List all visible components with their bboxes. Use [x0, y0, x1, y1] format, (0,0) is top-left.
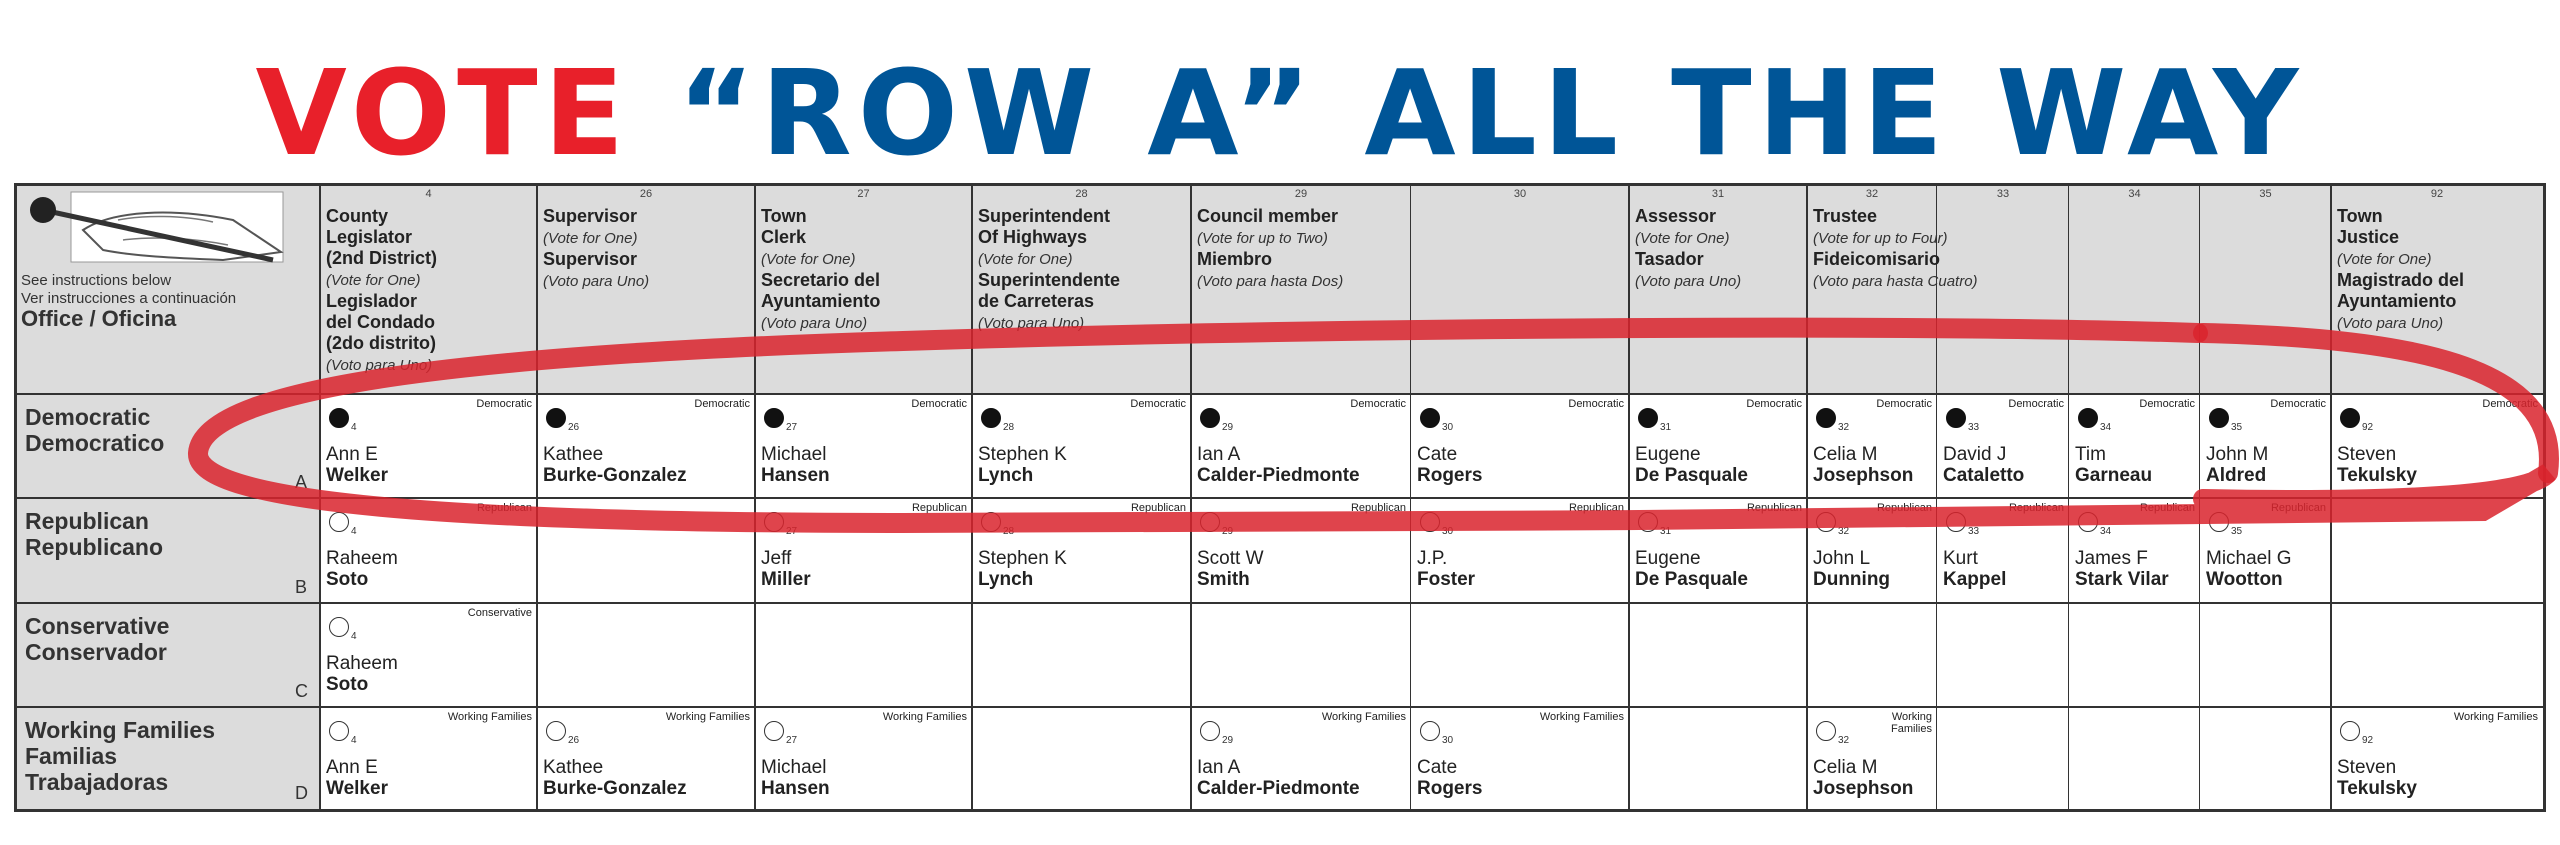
office-title-en: Legislator — [326, 227, 413, 247]
office-title-en: Justice — [2337, 227, 2400, 247]
office-title-en: Of Highways — [978, 227, 1088, 247]
candidate-name — [1197, 548, 1264, 590]
vote-oval[interactable] — [1638, 512, 1658, 532]
oval-number: 33 — [1968, 526, 1980, 537]
oval-number: 4 — [351, 422, 357, 433]
candidate-first: John L — [1813, 548, 1871, 569]
candidate-name — [326, 653, 398, 695]
candidate-name — [1813, 757, 1913, 799]
party-tag: Republican — [1746, 502, 1802, 514]
vote-oval[interactable] — [2340, 721, 2360, 741]
candidate-name — [978, 548, 1067, 590]
candidate-first: Michael — [761, 444, 827, 465]
column-divider — [754, 186, 756, 809]
party-tag: Democratic — [2008, 398, 2064, 410]
vote-oval[interactable] — [329, 512, 349, 532]
candidate-last: Kappel — [1943, 569, 2007, 590]
candidate-first: James F — [2075, 548, 2148, 569]
candidate-name — [1813, 444, 1913, 486]
party-tag: Democratic — [2482, 398, 2538, 410]
office-header — [326, 206, 437, 376]
candidate-first: J.P. — [1417, 548, 1448, 569]
party-es: Conservador — [25, 639, 167, 665]
column-number: 34 — [2128, 188, 2141, 200]
vote-oval[interactable] — [546, 408, 566, 428]
party-tag: Democratic — [476, 398, 532, 410]
vote-oval[interactable] — [1420, 721, 1440, 741]
vote-oval[interactable] — [981, 408, 1001, 428]
party-tag: Democratic — [2270, 398, 2326, 410]
oval-number: 29 — [1222, 422, 1234, 433]
vote-oval[interactable] — [1420, 512, 1440, 532]
candidate-first: Cate — [1417, 444, 1458, 465]
candidate-name — [1197, 757, 1360, 799]
candidate-first: Stephen K — [978, 444, 1067, 465]
party-tag: Working Families — [1539, 711, 1624, 723]
office-title-es: Tasador — [1635, 249, 1704, 269]
party-es: Republicano — [25, 534, 164, 560]
candidate-last: Tekulsky — [2337, 778, 2417, 799]
office-title-es: Ayuntamiento — [2337, 291, 2457, 311]
vote-oval[interactable] — [1420, 408, 1440, 428]
candidate-last: Soto — [326, 569, 369, 590]
column-divider — [1806, 186, 1808, 809]
office-title-es: Secretario del — [761, 270, 881, 290]
party-tag: Republican — [1568, 502, 1624, 514]
voto-para: (Voto para Uno) — [2337, 315, 2444, 332]
vote-oval[interactable] — [1200, 512, 1220, 532]
candidate-last: Soto — [326, 674, 369, 695]
column-divider — [536, 186, 538, 809]
oval-number: 33 — [1968, 422, 1980, 433]
party-en: Democratic — [25, 404, 151, 430]
office-title-en: County — [326, 206, 388, 226]
column-divider — [1410, 186, 1411, 809]
row-letter: A — [295, 472, 308, 492]
party-tag: Republican — [1130, 502, 1186, 514]
vote-oval[interactable] — [1638, 408, 1658, 428]
candidate-last: Smith — [1197, 569, 1250, 590]
oval-number: 4 — [351, 526, 357, 537]
vote-oval[interactable] — [1200, 408, 1220, 428]
vote-oval[interactable] — [1816, 408, 1836, 428]
candidate-name — [1943, 444, 2024, 486]
office-title-es: Superintendente — [978, 270, 1121, 290]
voto-para: (Voto para hasta Dos) — [1197, 273, 1344, 290]
office-header — [543, 206, 649, 292]
voto-para: (Voto para Uno) — [326, 357, 433, 374]
oval-number: 32 — [1838, 735, 1850, 746]
oval-number: 29 — [1222, 526, 1234, 537]
candidate-first: David J — [1943, 444, 2007, 465]
candidate-last: Burke-Gonzalez — [543, 778, 687, 799]
column-number: 28 — [1075, 188, 1088, 200]
ballot-grid — [14, 183, 2546, 812]
column-divider — [2330, 186, 2332, 809]
candidate-first: John M — [2206, 444, 2269, 465]
vote-for: (Vote for up to Two) — [1197, 230, 1328, 247]
oval-number: 26 — [568, 422, 580, 433]
candidate-last: Welker — [326, 465, 388, 486]
party-label — [25, 404, 295, 456]
vote-oval[interactable] — [1946, 512, 1966, 532]
column-number: 92 — [2430, 188, 2444, 200]
instructions-es: Ver instrucciones a continuación — [21, 290, 237, 307]
oval-number: 26 — [568, 735, 580, 746]
column-number: 26 — [639, 188, 653, 200]
office-title-en: Council member — [1197, 206, 1339, 226]
candidate-name — [1635, 548, 1748, 590]
vote-for: (Vote for One) — [543, 230, 638, 247]
oval-number: 30 — [1442, 735, 1454, 746]
vote-oval[interactable] — [2209, 512, 2229, 532]
party-tag: Working Families — [882, 711, 967, 723]
row-letter: D — [295, 783, 308, 803]
party-tag: Democratic — [694, 398, 750, 410]
candidate-first: Cate — [1417, 757, 1458, 778]
oval-number: 35 — [2231, 526, 2243, 537]
party-tag: Republican — [2139, 502, 2195, 514]
voto-para: (Voto para hasta Cuatro) — [1813, 273, 1978, 290]
candidate-last: Miller — [761, 569, 811, 590]
candidate-name — [543, 444, 687, 486]
candidate-last: Rogers — [1417, 465, 1483, 486]
row-letter: C — [295, 681, 308, 701]
candidate-first: Eugene — [1635, 444, 1701, 465]
vote-oval[interactable] — [329, 408, 349, 428]
party-label — [25, 717, 295, 795]
candidate-first: Kurt — [1943, 548, 1978, 569]
candidate-first: Stephen K — [978, 548, 1067, 569]
party-tag: Republican — [911, 502, 967, 514]
party-tag: Democratic — [2139, 398, 2195, 410]
candidate-last: Cataletto — [1943, 465, 2025, 486]
candidate-first: Ian A — [1197, 757, 1241, 778]
candidate-last: Tekulsky — [2337, 465, 2417, 486]
office-title-en: Town — [761, 206, 807, 226]
party-tag: Working Families — [447, 711, 532, 723]
headline-vote: VOTE — [255, 44, 631, 182]
oval-number: 4 — [351, 631, 357, 642]
candidate-first: Celia M — [1813, 757, 1878, 778]
office-title-es: Magistrado del — [2337, 270, 2465, 290]
candidate-last: Aldred — [2206, 465, 2267, 486]
vote-oval[interactable] — [546, 721, 566, 741]
vote-oval[interactable] — [1816, 721, 1836, 741]
oval-number: 4 — [351, 735, 357, 746]
voto-para: (Voto para Uno) — [543, 273, 650, 290]
office-title-en: Superintendent — [978, 206, 1111, 226]
oval-number: 28 — [1003, 526, 1015, 537]
row-letter: B — [295, 577, 308, 597]
party-en: Working Families — [25, 717, 216, 743]
candidate-last: Stark Vilar — [2075, 569, 2169, 590]
candidate-name — [1813, 548, 1890, 590]
column-divider — [1190, 186, 1192, 809]
vote-oval[interactable] — [764, 721, 784, 741]
candidate-first: Tim — [2075, 444, 2106, 465]
candidate-first: Ann E — [326, 444, 378, 465]
oval-number: 34 — [2100, 422, 2112, 433]
party-tag: Working Families — [2453, 711, 2538, 723]
office-title-es: Fideicomisario — [1813, 249, 1941, 269]
column-number: 32 — [1865, 188, 1879, 200]
column-number: 33 — [1996, 188, 2010, 200]
oval-number: 27 — [786, 735, 798, 746]
oval-number: 92 — [2362, 735, 2374, 746]
party-tag: Democratic — [1746, 398, 1802, 410]
candidate-name — [2337, 444, 2417, 486]
candidate-first: Raheem — [326, 653, 398, 674]
column-number: 35 — [2259, 188, 2272, 200]
candidate-first: Eugene — [1635, 548, 1701, 569]
candidate-name — [2206, 444, 2268, 486]
candidate-last: Foster — [1417, 569, 1476, 590]
row-divider — [17, 706, 2543, 708]
party-tag: Democratic — [1568, 398, 1624, 410]
office-header — [1635, 206, 1741, 292]
office-header — [761, 206, 880, 334]
office-title-es: (2do distrito) — [326, 333, 436, 353]
oval-number: 27 — [786, 526, 798, 537]
party-label — [25, 613, 295, 665]
candidate-name — [2206, 548, 2292, 590]
office-title-es: Supervisor — [543, 249, 638, 269]
office-title-en: Assessor — [1635, 206, 1717, 226]
candidate-first: Kathee — [543, 757, 604, 778]
candidate-name — [1197, 444, 1360, 486]
voto-para: (Voto para Uno) — [761, 315, 868, 332]
vote-oval[interactable] — [1946, 408, 1966, 428]
vote-for: (Vote for One) — [1635, 230, 1730, 247]
candidate-first: Ian A — [1197, 444, 1241, 465]
column-divider — [971, 186, 973, 809]
candidate-name — [2337, 757, 2417, 799]
office-header — [1813, 206, 1978, 292]
oval-number: 34 — [2100, 526, 2112, 537]
headline — [0, 44, 2560, 182]
vote-oval[interactable] — [764, 408, 784, 428]
column-divider — [2068, 186, 2069, 809]
column-divider — [1628, 186, 1630, 809]
party-tag: Democratic — [1130, 398, 1186, 410]
candidate-last: De Pasquale — [1635, 465, 1748, 486]
column-divider — [2199, 186, 2200, 809]
vote-oval[interactable] — [981, 512, 1001, 532]
candidate-first: Michael G — [2206, 548, 2292, 569]
vote-oval[interactable] — [2078, 408, 2098, 428]
instructions — [21, 272, 236, 308]
candidate-first: Michael — [761, 757, 827, 778]
candidate-first: Steven — [2337, 757, 2397, 778]
party-tag: Democratic — [1876, 398, 1932, 410]
party-tag: Conservative — [467, 607, 532, 619]
column-divider — [319, 186, 321, 809]
party-tag: Republican — [2008, 502, 2064, 514]
candidate-name — [2075, 548, 2169, 590]
vote-for: (Vote for One) — [326, 272, 421, 289]
party-tag: Republican — [1350, 502, 1406, 514]
party-label — [25, 508, 295, 560]
vote-oval[interactable] — [1816, 512, 1836, 532]
office-title-es: Ayuntamiento — [761, 291, 881, 311]
oval-number: 92 — [2362, 422, 2374, 433]
candidate-name — [326, 757, 388, 799]
row-divider — [17, 393, 2543, 395]
candidate-last: Burke-Gonzalez — [543, 465, 687, 486]
vote-oval[interactable] — [764, 512, 784, 532]
party-es: Familias Trabajadoras — [25, 743, 169, 795]
office-title-en: Trustee — [1813, 206, 1878, 226]
column-number: 29 — [1294, 188, 1308, 200]
candidate-last: Dunning — [1813, 569, 1891, 590]
candidate-name — [326, 548, 398, 590]
candidate-last: Calder-Piedmonte — [1197, 465, 1360, 486]
oval-number: 31 — [1660, 526, 1672, 537]
candidate-name — [761, 444, 830, 486]
candidate-first: Scott W — [1197, 548, 1264, 569]
candidate-name — [978, 444, 1067, 486]
headline-row-a: “ROW A” ALL THE WAY — [677, 44, 2305, 182]
vote-for: (Vote for One) — [2337, 251, 2432, 268]
party-tag: Democratic — [1350, 398, 1406, 410]
candidate-name — [2075, 444, 2152, 486]
voto-para: (Voto para Uno) — [978, 315, 1085, 332]
candidate-last: Lynch — [978, 465, 1034, 486]
candidate-first: Kathee — [543, 444, 604, 465]
party-en: Republican — [25, 508, 149, 534]
pen-hand-icon — [23, 190, 288, 270]
candidate-last: Calder-Piedmonte — [1197, 778, 1360, 799]
candidate-last: Josephson — [1813, 465, 1914, 486]
oval-number: 28 — [1003, 422, 1015, 433]
voto-para: (Voto para Uno) — [1635, 273, 1742, 290]
column-number: 4 — [425, 188, 432, 200]
party-tag: Republican — [476, 502, 532, 514]
candidate-last: Lynch — [978, 569, 1034, 590]
office-title-en: (2nd District) — [326, 248, 438, 268]
office-title-es: del Condado — [326, 312, 435, 332]
candidate-last: Hansen — [761, 778, 830, 799]
instructions-en: See instructions below — [21, 272, 172, 289]
column-number: 27 — [857, 188, 870, 200]
oval-number: 32 — [1838, 526, 1850, 537]
candidate-name — [761, 548, 811, 590]
vote-for: (Vote for One) — [761, 251, 856, 268]
vote-oval[interactable] — [2078, 512, 2098, 532]
oval-number: 32 — [1838, 422, 1850, 433]
office-title-es: de Carreteras — [978, 291, 1095, 311]
office-title-es: Miembro — [1197, 249, 1273, 269]
candidate-last: Hansen — [761, 465, 830, 486]
office-label: Office / Oficina — [21, 306, 177, 331]
candidate-last: Welker — [326, 778, 388, 799]
party-tag: Working Families — [665, 711, 750, 723]
candidate-last: De Pasquale — [1635, 569, 1748, 590]
party-tag: Republican — [1876, 502, 1932, 514]
oval-number: 30 — [1442, 422, 1454, 433]
oval-number: 30 — [1442, 526, 1454, 537]
candidate-name — [1635, 444, 1748, 486]
oval-number: 27 — [786, 422, 798, 433]
column-number: 30 — [1513, 188, 1527, 200]
candidate-last: Wootton — [2206, 569, 2283, 590]
oval-number: 29 — [1222, 735, 1234, 746]
office-title-en: Clerk — [761, 227, 807, 247]
candidate-first: Celia M — [1813, 444, 1878, 465]
candidate-first: Ann E — [326, 757, 378, 778]
candidate-last: Rogers — [1417, 778, 1483, 799]
candidate-name — [1417, 757, 1482, 799]
candidate-name — [326, 444, 388, 486]
vote-for: (Vote for One) — [978, 251, 1073, 268]
party-tag: Democratic — [911, 398, 967, 410]
office-title-en: Supervisor — [543, 206, 638, 226]
candidate-last: Josephson — [1813, 778, 1914, 799]
party-tag: Working Families — [1891, 711, 1932, 735]
party-tag: Republican — [2270, 502, 2326, 514]
oval-number: 35 — [2231, 422, 2243, 433]
candidate-name — [761, 757, 830, 799]
candidate-first: Steven — [2337, 444, 2397, 465]
vote-oval[interactable] — [329, 617, 349, 637]
office-header — [1197, 206, 1343, 292]
party-tag: Working Families — [1321, 711, 1406, 723]
vote-oval[interactable] — [2209, 408, 2229, 428]
column-number: 31 — [1711, 188, 1725, 200]
candidate-name — [543, 757, 687, 799]
candidate-first: Raheem — [326, 548, 398, 569]
candidate-name — [1417, 548, 1475, 590]
candidate-name — [1417, 444, 1482, 486]
vote-oval[interactable] — [2340, 408, 2360, 428]
party-en: Conservative — [25, 613, 170, 639]
row-divider — [17, 497, 2543, 499]
office-title-es: Legislador — [326, 291, 418, 311]
office-title-en: Town — [2337, 206, 2383, 226]
vote-for: (Vote for up to Four) — [1813, 230, 1948, 247]
candidate-first: Jeff — [761, 548, 792, 569]
candidate-name — [1943, 548, 2006, 590]
candidate-last: Garneau — [2075, 465, 2153, 486]
party-es: Democratico — [25, 430, 165, 456]
row-divider — [17, 602, 2543, 604]
vote-oval[interactable] — [1200, 721, 1220, 741]
office-header — [978, 206, 1120, 334]
vote-oval[interactable] — [329, 721, 349, 741]
office-header — [2337, 206, 2464, 334]
oval-number: 31 — [1660, 422, 1672, 433]
